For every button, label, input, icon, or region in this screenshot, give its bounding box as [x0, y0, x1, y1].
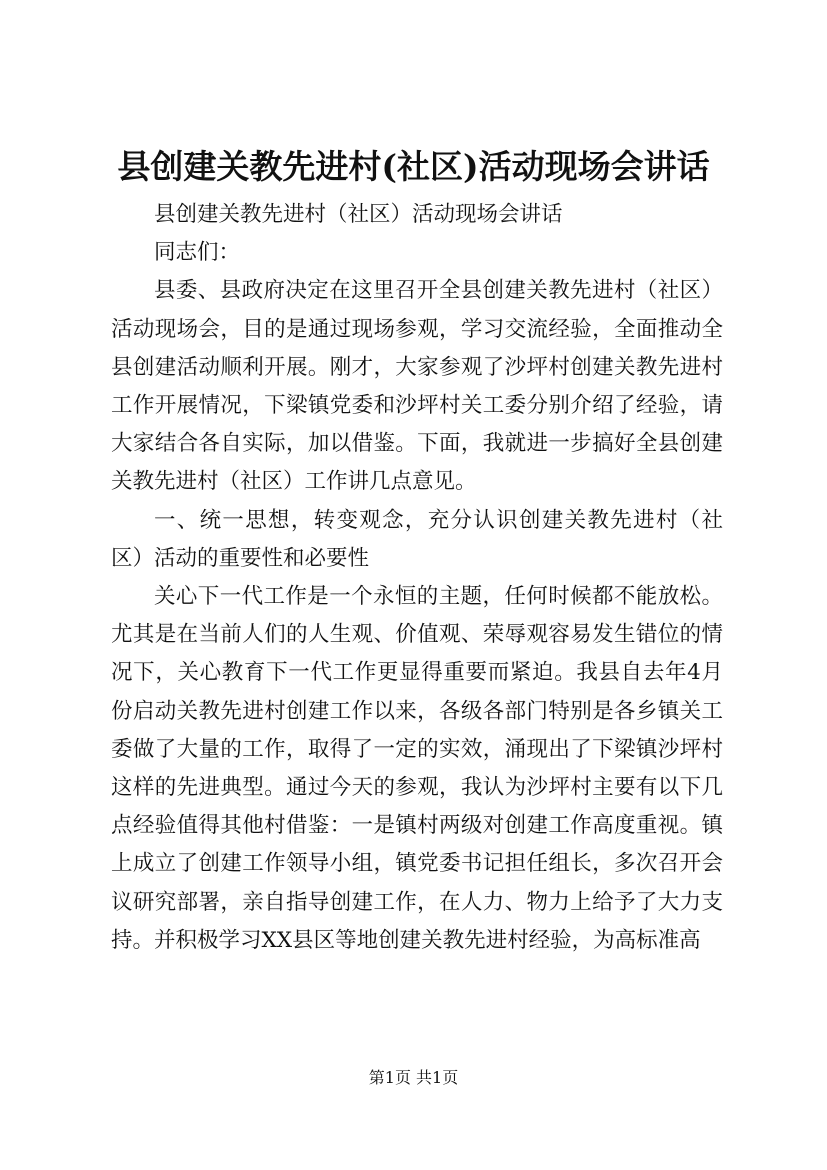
salutation: 同志们：: [154, 240, 241, 266]
paragraph-body: 关心下一代工作是一个永恒的主题，任何时候都不能放松。尤其是在当前人们的人生观、价值观、荣辱观容易发生错位的情况下，关心教育下一代工作更显得重要而紧迫。我县自去年4月份启动关教先进村创建工作以来，各级各部门特别是各乡镇关工委做了大量的工作，取得了一定的实效，涌现出了下梁镇沙坪村这样的先进典型。通过今天的参观，我认为沙坪村主要有以下几点经验值得其他村借鉴：一是镇村两级对创建工作高度重视。镇上成立了创建工作领导小组，镇党委书记担任组长，多次召开会议研究部署，亲自指导创建工作，在人力、物力上给予了大力支持。并积极学习XX县区等地创建关教先进村经验，为高标准高: [111, 584, 723, 953]
document-body: [111, 196, 723, 960]
section-heading-1: 一、统一思想，转变观念，充分认识创建关教先进村（社区）活动的重要性和必要性: [111, 507, 723, 571]
document-subtitle: 县创建关教先进村（社区）活动现场会讲话: [154, 202, 563, 227]
paragraph-intro: 县委、县政府决定在这里召开全县创建关教先进村（社区）活动现场会，目的是通过现场参观，学习交流经验，全面推动全县创建活动顺利开展。刚才，大家参观了沙坪村创建关教先进村工作开展情况，下梁镇党委和沙坪村关工委分别介绍了经验，请大家结合各自实际，加以借鉴。下面，我就进一步搞好全县创建关教先进村（社区）工作讲几点意见。: [111, 278, 723, 495]
page-footer: 第1页 共1页: [368, 1068, 459, 1087]
document-title: 县创建关教先进村(社区)活动现场会讲话: [117, 147, 710, 186]
